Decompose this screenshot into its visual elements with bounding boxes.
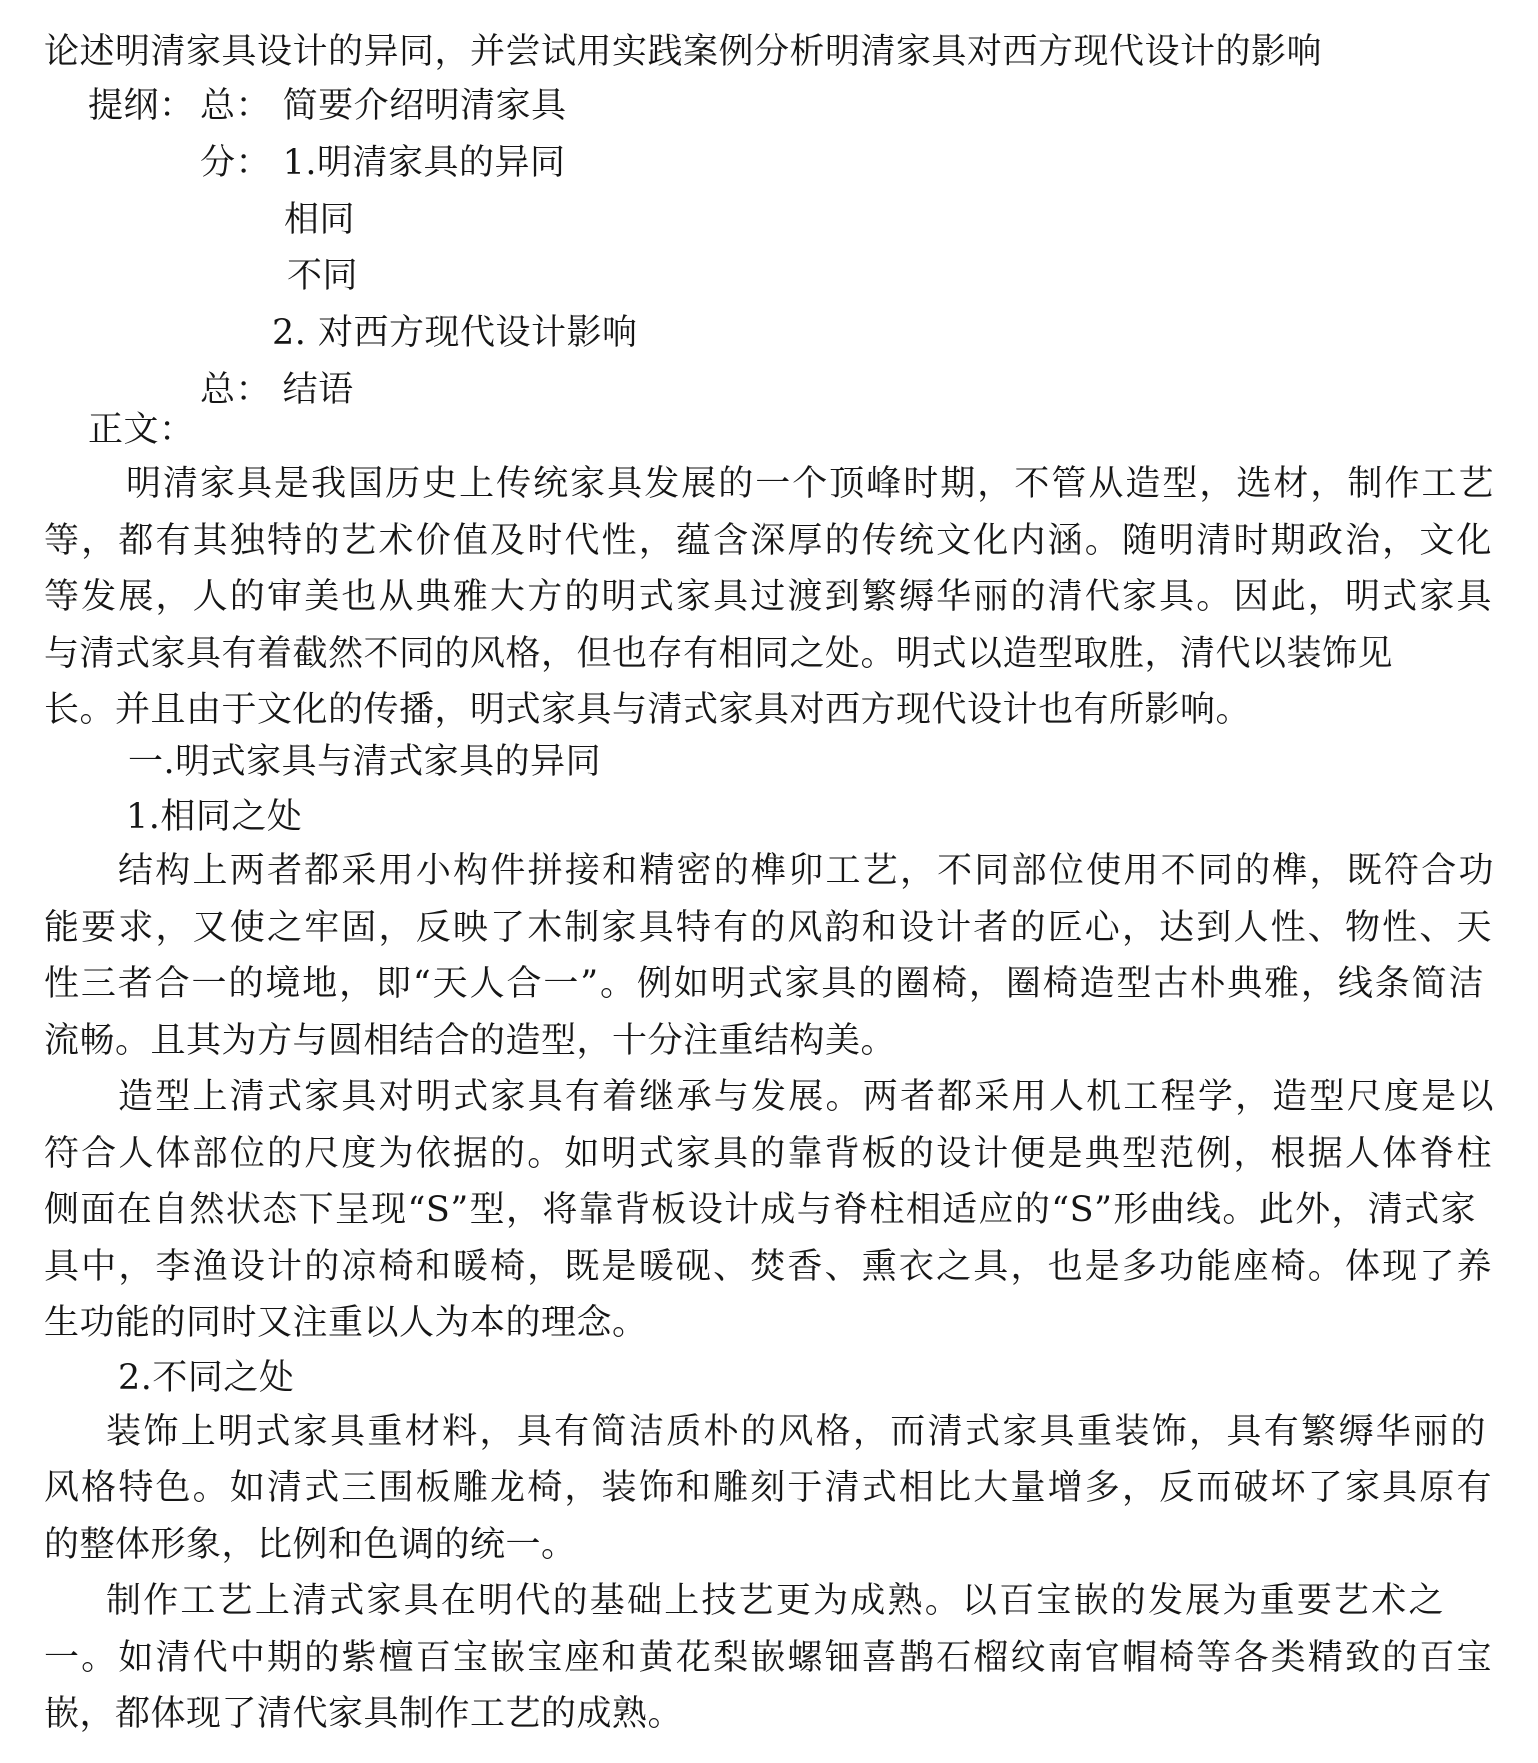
paragraph-line: 结构上两者都采用小构件拼接和精密的榫卯工艺，不同部位使用不同的榫，既符合功	[118, 851, 1494, 891]
outline-item: 分： 1.明清家具的异同	[200, 143, 566, 183]
paragraph-line: 符合人体部位的尺度为依据的。如明式家具的靠背板的设计便是典型范例，根据人体脊柱	[44, 1134, 1492, 1174]
intro-line: 明清家具是我国历史上传统家具发展的一个顶峰时期，不管从造型，选材，制作工艺	[126, 464, 1494, 504]
paragraph-line: 能要求，又使之牢固，反映了木制家具特有的风韵和设计者的匠心，达到人性、物性、天	[44, 908, 1492, 948]
outline-label: 提纲：	[88, 86, 195, 126]
subsection-heading: 2.不同之处	[118, 1358, 295, 1398]
paragraph-line: 的整体形象，比例和色调的统一。	[44, 1525, 577, 1565]
paragraph-line: 风格特色。如清式三围板雕龙椅，装饰和雕刻于清式相比大量增多，反而破坏了家具原有	[44, 1468, 1492, 1508]
paragraph-line: 流畅。且其为方与圆相结合的造型，十分注重结构美。	[44, 1021, 897, 1061]
outline-item: 不同	[287, 256, 359, 296]
body-heading: 正文：	[88, 410, 195, 450]
paragraph-line: 装饰上明式家具重材料，具有简洁质朴的风格，而清式家具重装饰，具有繁缛华丽的	[106, 1412, 1486, 1452]
paragraph-line: 具中，李渔设计的凉椅和暖椅，既是暖砚、焚香、熏衣之具，也是多功能座椅。体现了养	[44, 1247, 1492, 1287]
section-heading: 一.明式家具与清式家具的异同	[128, 742, 602, 782]
outline-item: 总： 简要介绍明清家具	[200, 86, 567, 126]
intro-line: 与清式家具有着截然不同的风格，但也存有相同之处。明式以造型取胜，清代以装饰见	[44, 634, 1394, 674]
intro-line: 等，都有其独特的艺术价值及时代性，蕴含深厚的传统文化内涵。随明清时期政治，文化	[44, 521, 1492, 561]
paragraph-line: 性三者合一的境地，即“天人合一”。例如明式家具的圈椅，圈椅造型古朴典雅，线条简洁	[44, 964, 1484, 1004]
paragraph-line: 制作工艺上清式家具在明代的基础上技艺更为成熟。以百宝嵌的发展为重要艺术之	[106, 1581, 1444, 1621]
outline-item: 相同	[284, 200, 356, 240]
intro-line: 长。并且由于文化的传播，明式家具与清式家具对西方现代设计也有所影响。	[44, 690, 1252, 730]
paragraph-line: 生功能的同时又注重以人为本的理念。	[44, 1303, 648, 1343]
paragraph-line: 侧面在自然状态下呈现“S”型，将靠背板设计成与脊柱相适应的“S”形曲线。此外，清式家	[44, 1190, 1476, 1230]
paragraph-line: 造型上清式家具对明式家具有着继承与发展。两者都采用人机工程学，造型尺度是以	[118, 1077, 1494, 1117]
document-title: 论述明清家具设计的异同，并尝试用实践案例分析明清家具对西方现代设计的影响	[44, 32, 1323, 72]
outline-item: 总： 结语	[200, 370, 354, 410]
paragraph-line: 一。如清代中期的紫檀百宝嵌宝座和黄花梨嵌螺钿喜鹊石榴纹南官帽椅等各类精致的百宝	[44, 1638, 1492, 1678]
paragraph-line: 嵌，都体现了清代家具制作工艺的成熟。	[44, 1694, 684, 1734]
intro-line: 等发展，人的审美也从典雅大方的明式家具过渡到繁缛华丽的清代家具。因此，明式家具	[44, 577, 1492, 617]
outline-item: 2. 对西方现代设计影响	[272, 313, 638, 353]
subsection-heading: 1.相同之处	[126, 797, 303, 837]
